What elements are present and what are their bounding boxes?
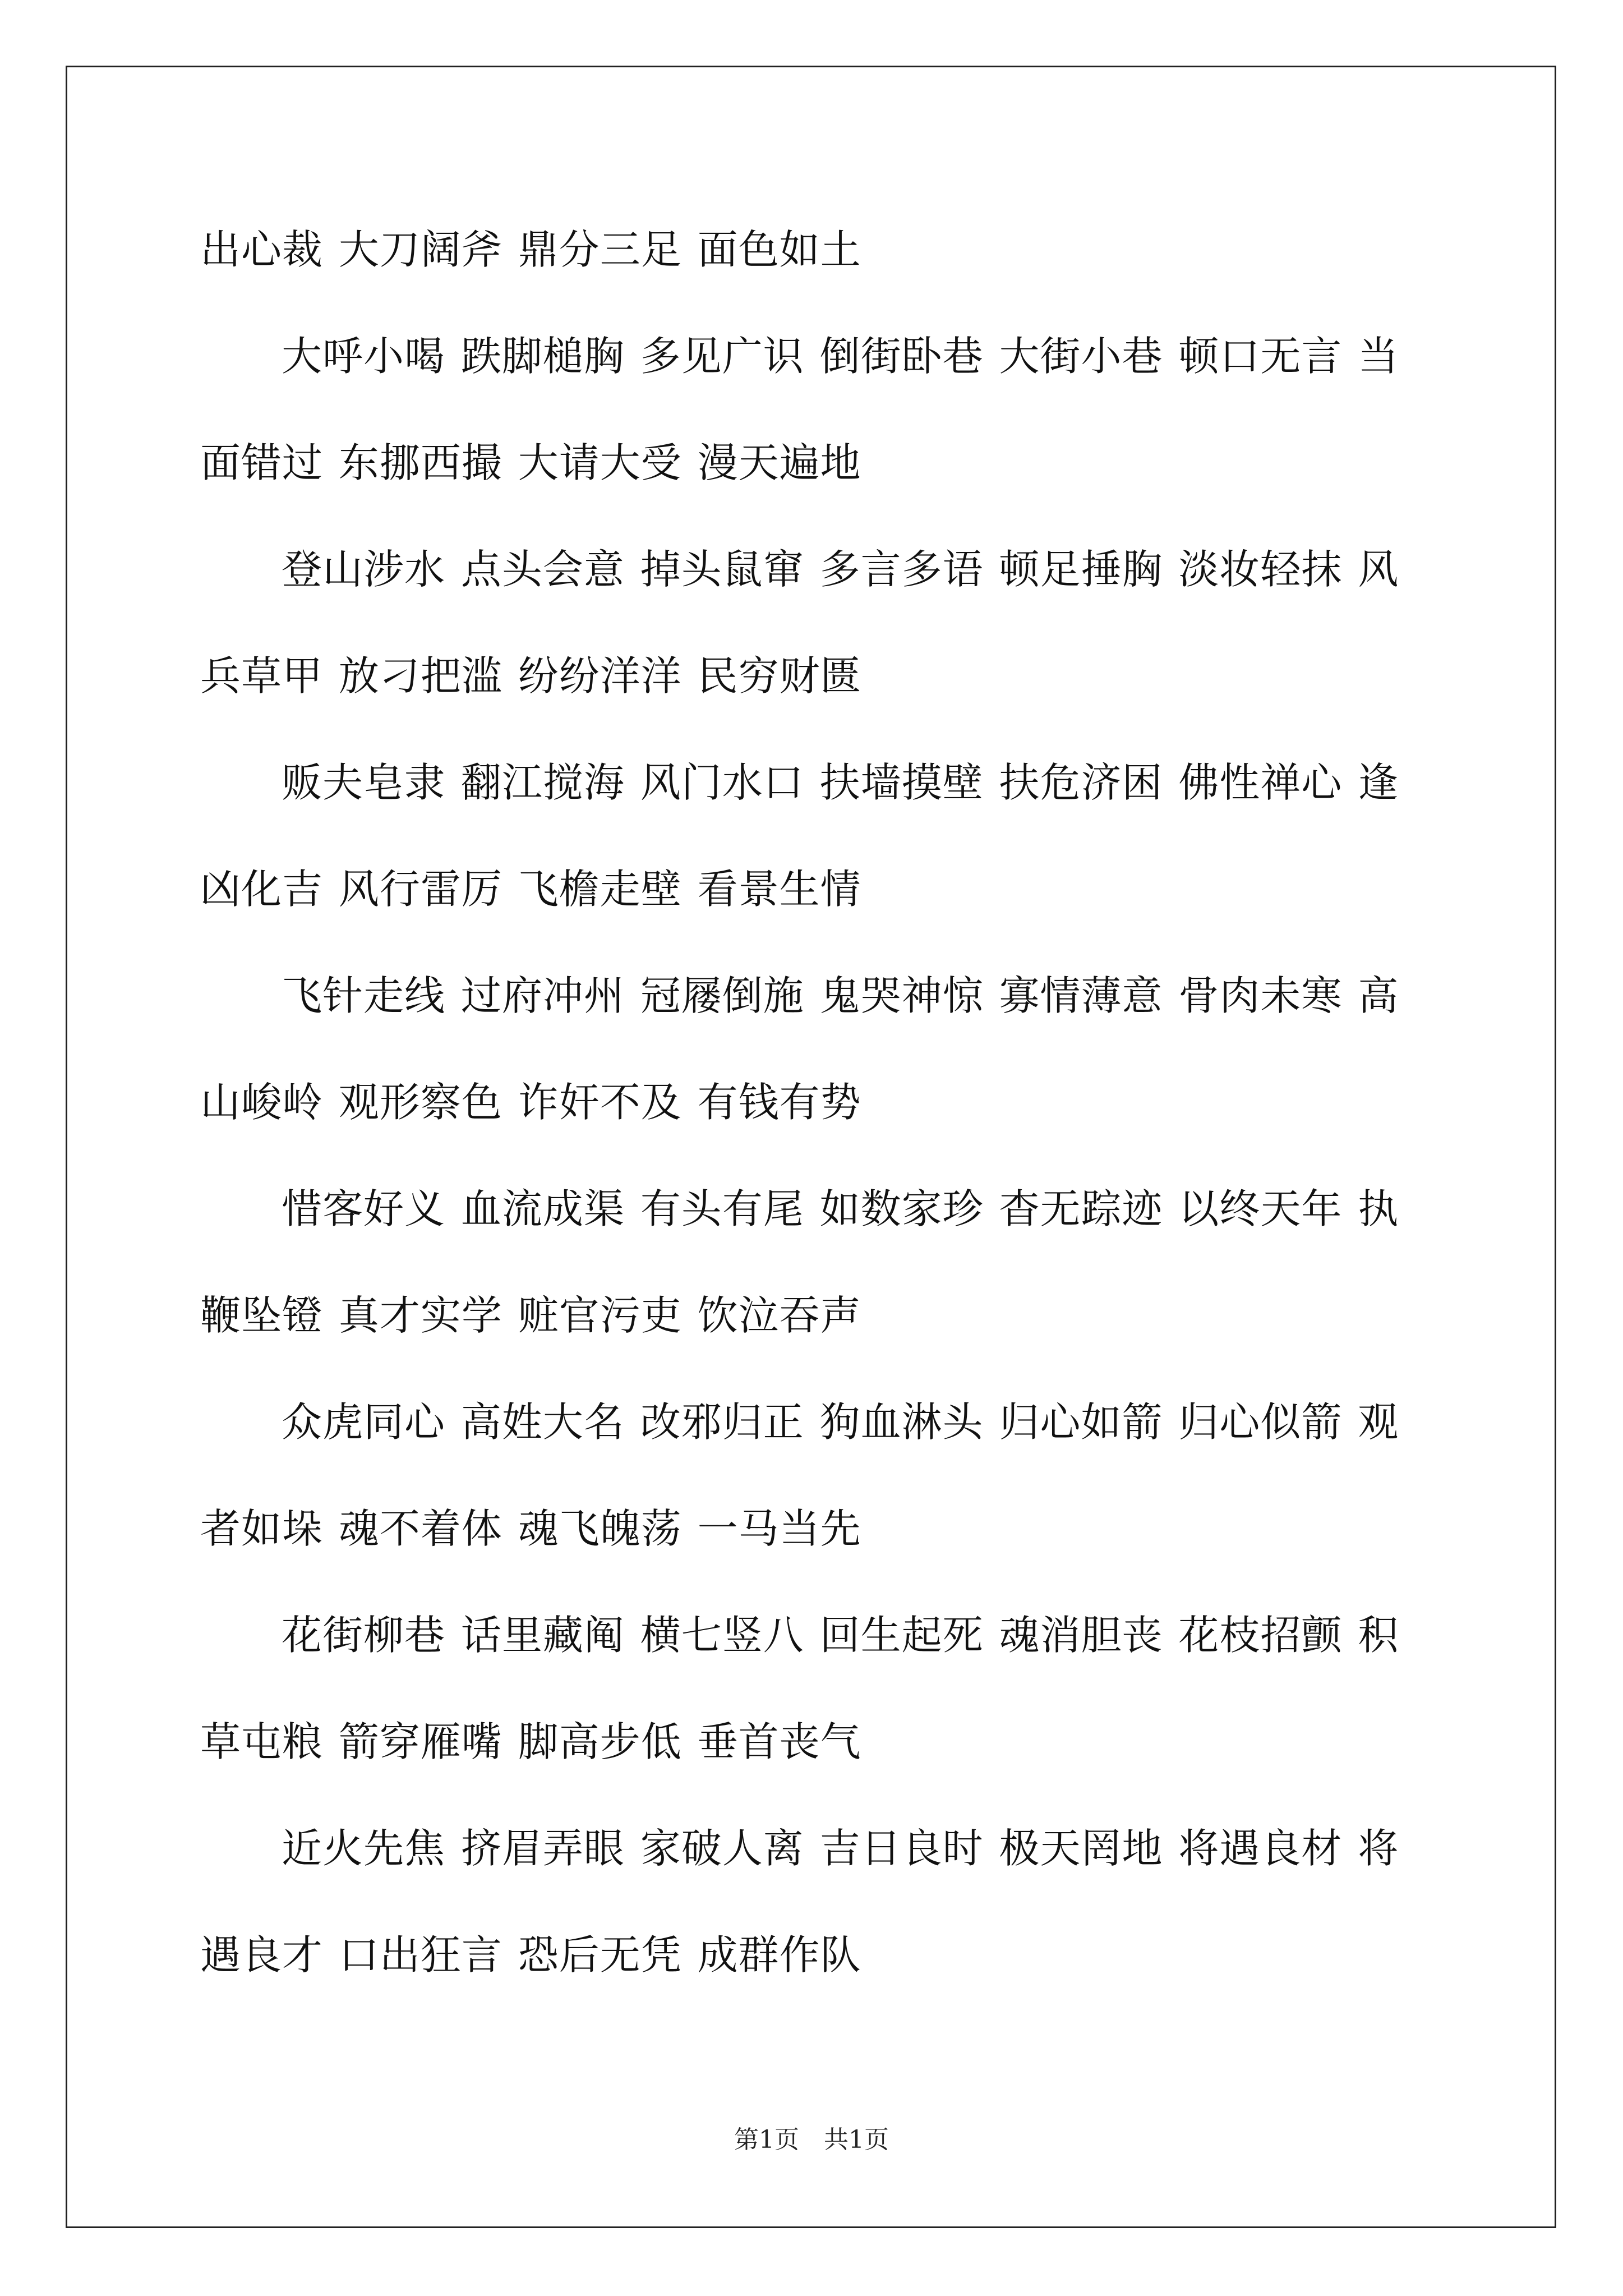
- page-number: 第1页: [734, 2125, 799, 2154]
- text-line: 惜客好义 血流成渠 有头有尾 如数家珍 杳无踪迹 以终天年 执: [282, 1185, 1399, 1232]
- text-line: 花街柳巷 话里藏阄 横七竖八 回生起死 魂消胆丧 花枝招颤 积: [282, 1612, 1399, 1659]
- text-line: 大呼小喝 跌脚槌胸 多见广识 倒街卧巷 大街小巷 顿口无言 当: [282, 333, 1399, 380]
- text-line: 飞针走线 过府冲州 冠屦倒施 鬼哭神惊 寡情薄意 骨肉未寒 高: [282, 972, 1399, 1019]
- text-line: 近火先焦 挤眉弄眼 家破人离 吉日良时 极天罔地 将遇良材 将: [282, 1825, 1399, 1872]
- page-footer: [0, 2123, 1623, 2157]
- text-line: 贩夫皂隶 翻江搅海 风门水口 扶墙摸壁 扶危济困 佛性禅心 逢: [282, 759, 1399, 806]
- text-line: 草屯粮 箭穿雁嘴 脚高步低 垂首丧气: [200, 1718, 861, 1765]
- text-line: 面错过 东挪西撮 大请大受 漫天遍地: [200, 439, 861, 486]
- text-line: 鞭坠镫 真才实学 赃官污吏 饮泣吞声: [200, 1292, 861, 1339]
- text-line: 者如垛 魂不着体 魂飞魄荡 一马当先: [200, 1505, 861, 1552]
- text-line: 兵草甲 放刁把滥 纷纷洋洋 民穷财匮: [200, 652, 861, 700]
- page-total: 共1页: [824, 2125, 889, 2154]
- text-line: 凶化吉 风行雷厉 飞檐走壁 看景生情: [200, 866, 861, 913]
- text-line: 出心裁 大刀阔斧 鼎分三足 面色如土: [200, 226, 861, 273]
- text-line: 遇良才 口出狂言 恐后无凭 成群作队: [200, 1931, 861, 1978]
- page-border: [66, 66, 1556, 2228]
- text-line: 登山涉水 点头会意 掉头鼠窜 多言多语 顿足捶胸 淡妆轻抹 风: [282, 546, 1399, 593]
- text-line: 众虎同心 高姓大名 改邪归正 狗血淋头 归心如箭 归心似箭 观: [282, 1398, 1399, 1446]
- text-line: 山峻岭 观形察色 诈奸不及 有钱有势: [200, 1079, 861, 1126]
